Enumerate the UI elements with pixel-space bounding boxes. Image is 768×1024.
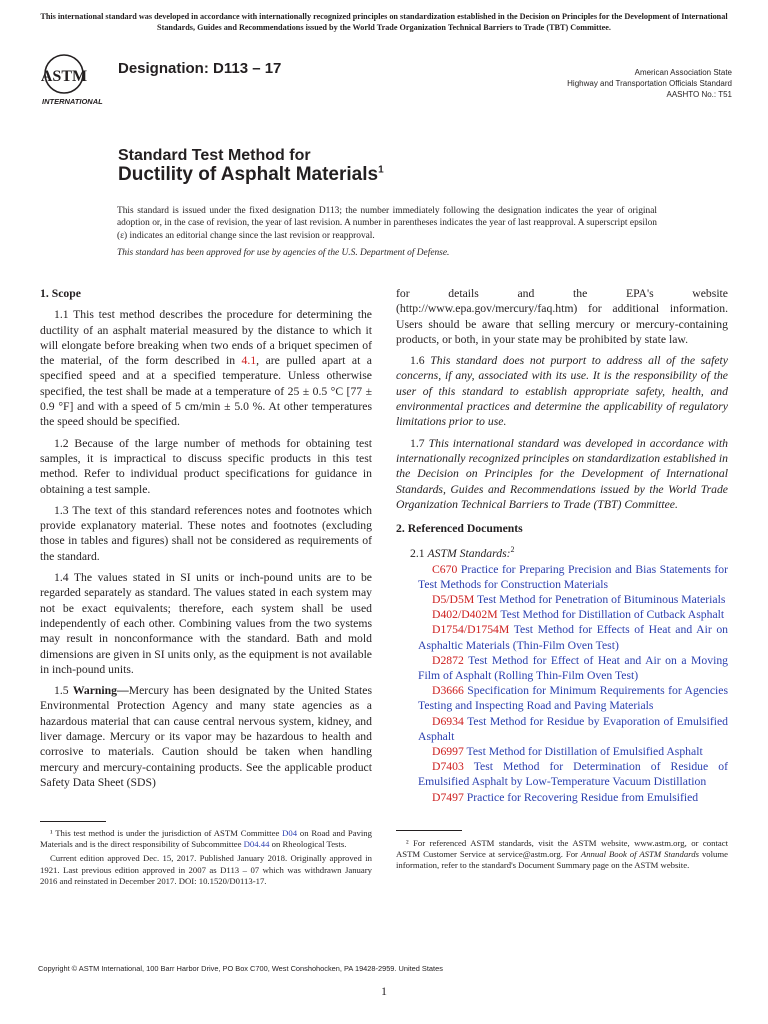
section-4-1-link[interactable]: 4.1 [241, 354, 257, 368]
reference-item[interactable] [396, 683, 728, 713]
reference-code[interactable]: D3666 [432, 684, 464, 698]
footnote-2-text-a: ² For referenced ASTM standards, visit the ASTM website, www.astm.org, or contact ASTM Customer Service at service@astm.org. For [396, 838, 728, 860]
para-1-6 [396, 353, 728, 429]
para-1-1 [40, 307, 372, 429]
reference-item[interactable] [396, 607, 728, 622]
issued-statement: This standard is issued under the fixed designation D113; the number immediately following the designation indicates the year of original adoption or, in the case of revision, the year of last revision. A number in parentheses indicates the year of last reapproval. A superscript epsilon (ε) indicates an editorial change since the last revision or reapproval. [117, 206, 657, 241]
para-1-7-text: This international standard was developed in accordance with internationally recognized principles on standardization established in the Decision on Principles for the Development of International Standards, Guides and Recommendations issued by the World Trade Organization Technical Barriers to Trade (TBT) Committee. [396, 436, 729, 511]
footnote-1-text-c: on Rheological Tests. [269, 839, 347, 850]
para-1-1-text-a: 1.1 This test method describes the procedure for determining the ductility of an asphalt material measured by the distance to which it will elongate before breaking when two ends of a briquet specimen of the material, of the form described in [40, 308, 372, 368]
designation: Designation: D113 – 17 [118, 60, 282, 77]
logo-subtext: INTERNATIONAL [42, 97, 103, 106]
footnote-1-text-b: on Road and Paving Materials and is the direct responsibility of Subcommittee [40, 828, 372, 850]
scope-heading: 1. Scope [40, 287, 81, 300]
title-line2 [118, 164, 384, 186]
para-1-5 [40, 683, 372, 790]
reference-item[interactable] [396, 562, 728, 592]
para-1-4: 1.4 The values stated in SI units or inch-pound units are to be regarded separately as standard. The values stated in each system may not be exact equivalents; therefore, each system shall be used independently of each other. Combining values from the two systems may result in nonconformance with the standard. Bath and mold dimensions are given in SI units only, as the equipment is not available in inch-pound units. [40, 571, 372, 676]
reference-title[interactable]: Practice for Recovering Residue from Emulsified [466, 790, 699, 804]
top-notice: This international standard was developed in accordance with internationally recognized principles on standardization established in the Decision on Principles for the Development of International Standards, Guides and Recommendations issued by the World Trade Organization Technical Barriers to Trade (TBT) Committee. [40, 12, 728, 32]
right-column [396, 286, 728, 805]
aashto-line1: American Association State [634, 68, 732, 77]
reference-title[interactable]: Test Method for Effects of Heat and Air on Asphaltic Materials (Thin-Film Oven Test) [418, 623, 729, 652]
reference-code[interactable]: D5/D5M [432, 593, 475, 607]
reference-code[interactable]: D402/D402M [432, 608, 498, 622]
footnote-2-mark: 2 [510, 545, 515, 555]
footnote-1-edition: Current edition approved Dec. 15, 2017. Published January 2018. Originally approved in 1921. Last previous edition approved in 2007 as D113 – 07 which was withdrawn January 2016 and reinstated in December 2017. DOI: 10.1520/D0113-17. [40, 853, 372, 886]
reference-code[interactable]: D6997 [432, 745, 464, 759]
para-2-1-num: 2.1 [410, 547, 428, 561]
warning-label: Warning— [72, 684, 129, 698]
reference-code[interactable]: D7497 [432, 790, 464, 804]
copyright-notice: Copyright © ASTM International, 100 Barr Harbor Drive, PO Box C700, West Conshohocken, PA 19428-2959. United States [38, 964, 443, 973]
reference-title[interactable]: Test Method for Distillation of Emulsified Asphalt [466, 745, 703, 759]
reference-code[interactable]: D6934 [432, 714, 464, 728]
title-footnote-mark: 1 [378, 164, 384, 176]
reference-item[interactable] [396, 653, 728, 683]
reference-title[interactable]: Practice for Preparing Precision and Bias Statements for Test Methods for Construction Materials [418, 562, 728, 591]
reference-item[interactable] [396, 744, 728, 759]
astm-standards-label: ASTM Standards: [427, 547, 511, 561]
reference-title[interactable]: Specification for Minimum Requirements for Agencies Testing and Inspecting Road and Paving Materials [418, 684, 729, 713]
footnote-1-jurisdiction [40, 828, 372, 850]
reference-title[interactable]: Test Method for Effect of Heat and Air on a Moving Film of Asphalt (Rolling Thin-Film Oven Test) [418, 653, 729, 683]
reference-title[interactable]: Test Method for Penetration of Bituminous Materials [476, 593, 726, 607]
reference-title[interactable]: Test Method for Distillation of Cutback Asphalt [500, 608, 725, 622]
reference-code[interactable]: D7403 [432, 760, 464, 774]
reference-item[interactable] [396, 622, 728, 652]
reference-code[interactable]: C670 [432, 562, 458, 576]
astm-logo [40, 52, 112, 106]
document-title: Ductility of Asphalt Materials [118, 164, 379, 185]
footnote-divider-left [40, 821, 106, 822]
left-column [40, 286, 372, 796]
para-1-2: 1.2 Because of the large number of methods for obtaining test samples, it is impractical to discuss specific products in this test method. Refer to individual product specifications for guidance in obtaining a test sample. [40, 436, 372, 496]
para-1-6-num: 1.6 [410, 354, 431, 368]
para-1-7-num: 1.7 [410, 436, 429, 450]
reference-title[interactable]: Test Method for Determination of Residue of Emulsified Asphalt by Low-Temperature Vacuum Distillation [418, 760, 728, 789]
footnote-2 [396, 838, 728, 872]
reference-title[interactable]: Test Method for Residue by Evaporation of Emulsified Asphalt [418, 714, 728, 743]
page-number: 1 [381, 984, 387, 998]
para-1-5-num: 1.5 [54, 684, 73, 698]
approved-statement: This standard has been approved for use by agencies of the U.S. Department of Defense. [117, 248, 450, 258]
annual-book-title: Annual Book of ASTM Standards [580, 849, 699, 860]
para-1-5-continued: for details and the EPA's website (http://www.epa.gov/mercury/faq.htm) for additional information. Users should be aware that selling mercury or mercury-containing products, or both, in your state may be prohibited by state law. [396, 287, 728, 346]
reference-item[interactable] [396, 592, 728, 607]
para-1-5-text: Mercury has been designated by the United States Environmental Protection Agency and many state agencies as a hazardous material that can cause central nervous system, kidney, and liver damage. Mercury or its vapor may be hazardous to health and corrosive to materials. Caution should be taken when handling mercury and mercury-containing products. See the applicable product Safety Data Sheet (SDS) [40, 684, 372, 789]
subcommittee-d04-44-link[interactable]: D04.44 [243, 839, 270, 850]
para-1-6-text: This standard does not purport to address all of the safety concerns, if any, associated with its use. It is the responsibility of the user of this standard to establish appropriate safety, health, and environmental practices and determine the applicability of regulatory limitations prior to use. [396, 354, 728, 429]
title-line1: Standard Test Method for [118, 147, 311, 164]
reference-code[interactable]: D1754/D1754M [432, 623, 510, 637]
aashto-line3: AASHTO No.: T51 [666, 90, 732, 99]
reference-code[interactable]: D2872 [432, 653, 464, 667]
para-2-1 [396, 542, 728, 561]
para-1-7 [396, 436, 728, 512]
para-1-3: 1.3 The text of this standard references notes and footnotes which provide explanatory material. These notes and footnotes (excluding those in tables and figures) shall not be considered as requirements of the standard. [40, 503, 372, 563]
reference-item[interactable] [396, 790, 728, 805]
footnote-2-text [396, 838, 728, 872]
footnote-2-text-b: volume information, refer to the standard's Document Summary page on the ASTM website. [396, 849, 728, 871]
referenced-documents-heading: 2. Referenced Documents [396, 522, 523, 536]
reference-item[interactable] [396, 714, 728, 744]
footnote-divider-right [396, 830, 462, 831]
reference-list [396, 562, 728, 805]
aashto-line2: Highway and Transportation Officials Standard [567, 79, 732, 88]
aashto-block [567, 67, 732, 100]
para-1-1-text-b: , are pulled apart at a specified speed and at a specified temperature. Unless otherwise specified, the test shall be made at a temperature of 25 ± 0.5 °C [77 ± 0.9 °F] and with a speed of 5 cm/min ± 5.0 %. At other temperatures the speed should be specified. [40, 354, 372, 429]
footnote-1-text-a: ¹ This test method is under the jurisdiction of ASTM Committee [50, 828, 283, 838]
logo-text: ASTM [40, 68, 88, 85]
reference-item[interactable] [396, 759, 728, 789]
committee-d04-link[interactable]: D04 [282, 828, 298, 838]
footnote-1 [40, 828, 372, 890]
